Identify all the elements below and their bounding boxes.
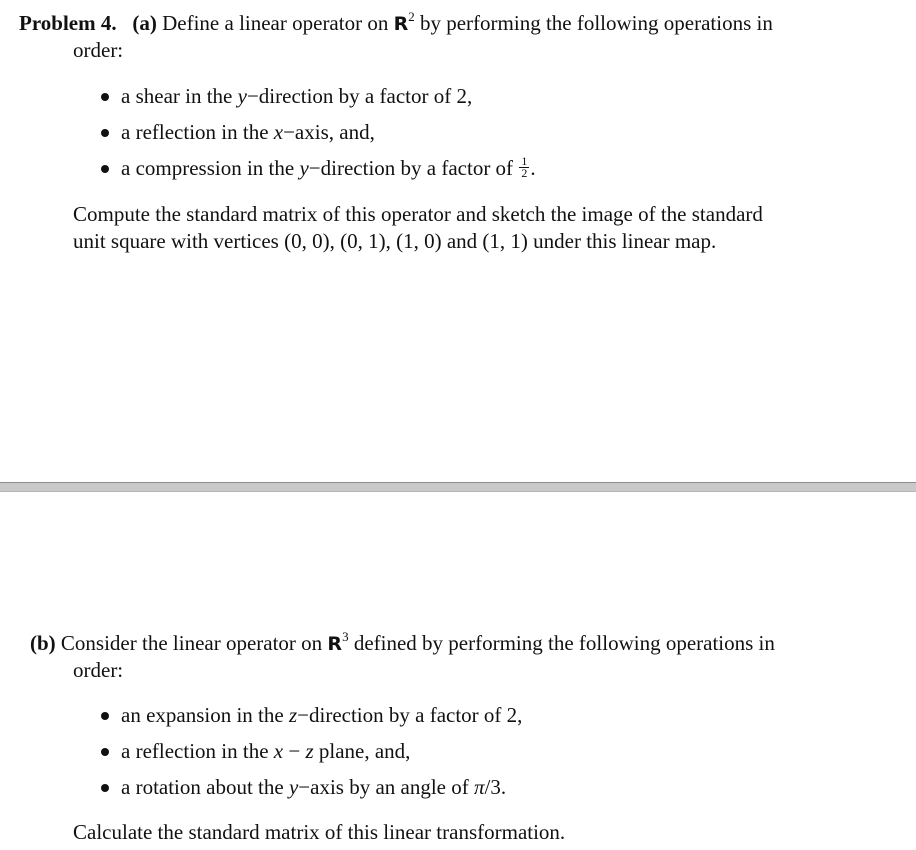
bullet-item-compression: a compression in the y−direction by a factor of $\frac{1}{2}$ . (121, 155, 536, 182)
bullet-item-reflection: a reflection in the x−axis, and, (121, 119, 375, 145)
page-divider (0, 482, 916, 492)
part-b-intro-line2: order: (73, 658, 124, 682)
space-symbol-r2: R (393, 13, 409, 35)
page-part-b (0, 492, 916, 850)
space-exponent-2: 2 (408, 9, 415, 24)
problem-heading-line (19, 10, 773, 37)
bullet-dot (101, 129, 109, 137)
bullet-item-shear: a shear in the y−direction by a factor of 2, (121, 83, 472, 109)
problem-label: Problem 4. (19, 11, 117, 35)
bullet-item-plane-reflection: a reflection in the x − z plane, and, (121, 738, 410, 764)
part-b-label: (b) (30, 631, 56, 655)
space-symbol-r3: R (327, 633, 343, 655)
part-b-intro: Consider the linear operator on (60, 631, 323, 655)
part-a-task-line1: Compute the standard matrix of this operator and sketch the image of the standard (73, 202, 763, 226)
part-a-task-line2: unit square with vertices (0, 0), (0, 1), (1, 0) and (1, 1) under this linear map. (73, 229, 717, 253)
part-b-intro-rest: defined by performing the following operations in (353, 631, 775, 655)
part-a-intro: Define a linear operator on (162, 11, 389, 35)
bullet-item-rotation: a rotation about the y−axis by an angle of π/3. (121, 774, 506, 800)
bullet-dot (101, 712, 109, 720)
part-a-label: (a) (132, 11, 157, 35)
part-b-heading-line (30, 630, 775, 657)
part-a-intro-rest: by performing the following operations in (419, 11, 773, 35)
part-b-task-line1: Calculate the standard matrix of this linear transformation. (73, 820, 566, 844)
bullet-item-expansion: an expansion in the z−direction by a factor of 2, (121, 702, 522, 728)
part-a-intro-line2: order: (73, 38, 124, 62)
bullet-dot (101, 748, 109, 756)
bullet-dot (101, 165, 109, 173)
fraction-one-half: $\frac{1}{2}$ (521, 153, 528, 180)
bullet-dot (101, 784, 109, 792)
bullet-dot (101, 93, 109, 101)
space-exponent-3: 3 (342, 629, 349, 644)
